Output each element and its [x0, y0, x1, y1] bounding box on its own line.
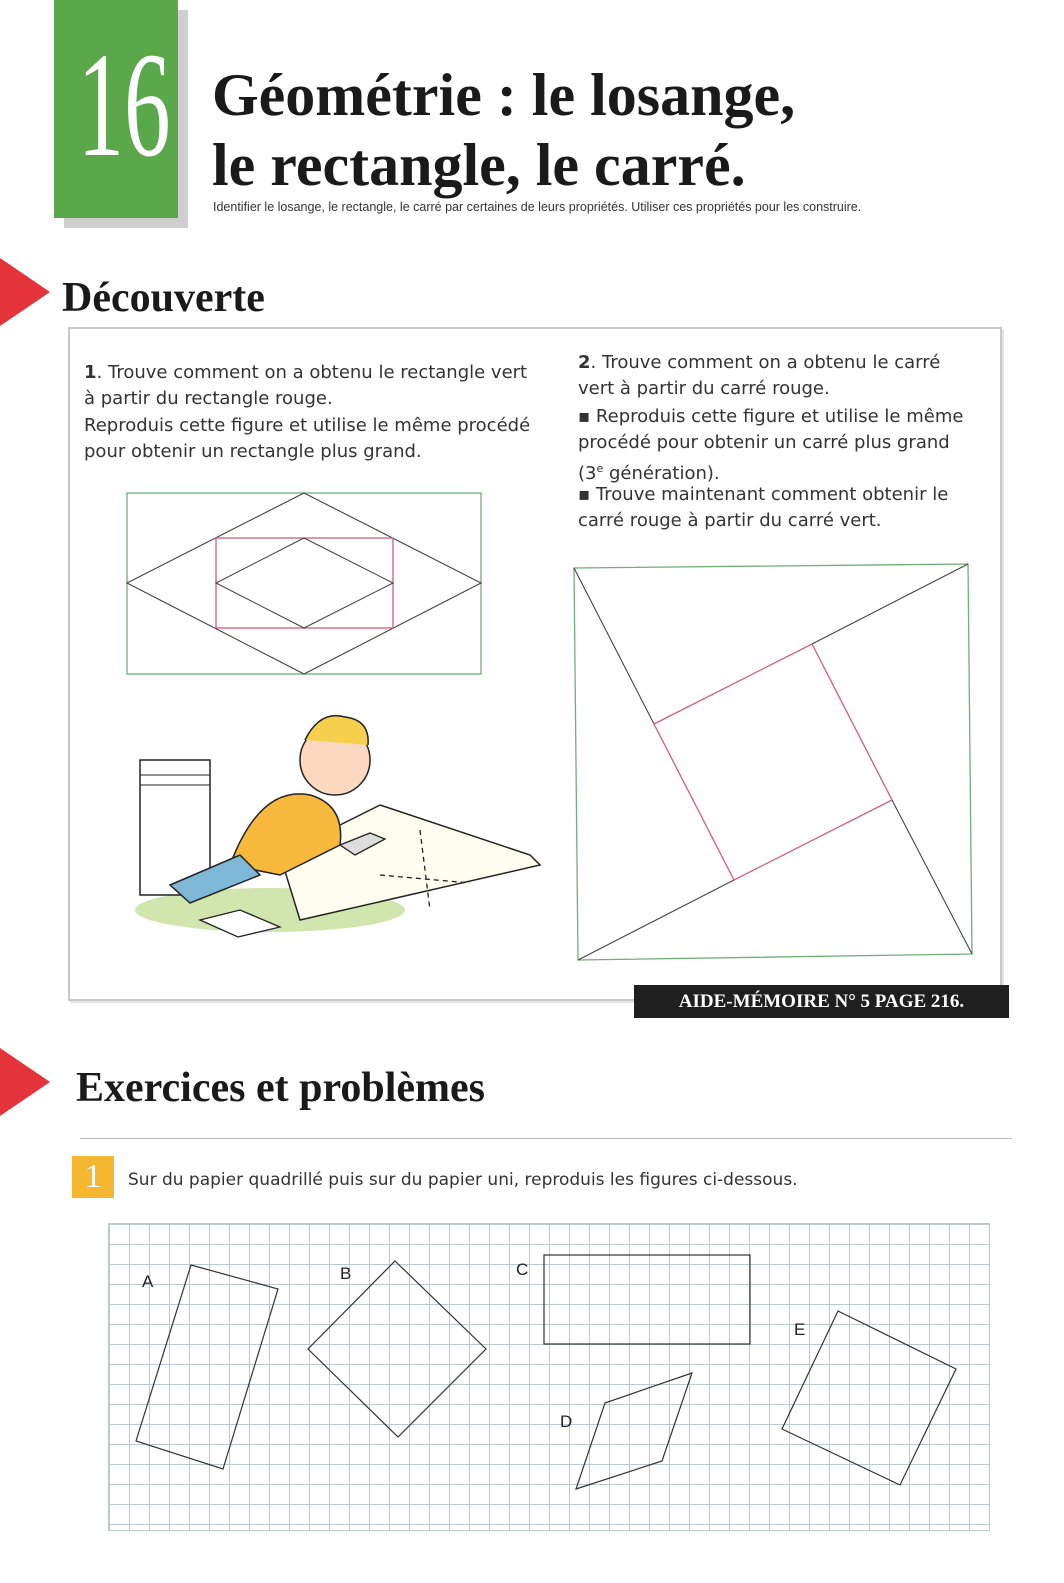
bullet-1-text: Reproduis cette figure et utilise le même procédé pour obtenir un carré plus grand (3 [578, 406, 964, 484]
figure-squares [572, 562, 974, 962]
diagonal-line-3 [892, 800, 972, 954]
green-square [574, 564, 972, 960]
bullet-icon: ▪ [578, 484, 596, 505]
green-rectangle [127, 493, 481, 674]
figure-label-e: E [794, 1320, 806, 1339]
question-1 [84, 360, 534, 412]
figure-label-b: B [340, 1264, 352, 1283]
exercise-1-number: 1 [72, 1156, 114, 1198]
diagonal-line-2 [812, 564, 968, 644]
red-rectangle [216, 538, 393, 628]
boy-hair [305, 716, 368, 745]
question-1-text: . Trouve comment on a obtenu le rectangle vert à partir du rectangle rouge. [84, 362, 528, 409]
section-heading-exercices: Exercices et problèmes [76, 1065, 485, 1111]
large-rhombus [127, 493, 481, 674]
figure-rectangles [126, 492, 482, 676]
figure-label-a: A [142, 1272, 154, 1291]
question-1-number: 1 [84, 362, 97, 383]
figure-a-rectangle [136, 1265, 278, 1469]
boy-cutting-paper-illustration [130, 705, 550, 955]
figure-c-rectangle [544, 1255, 750, 1344]
diagonal-line-4 [578, 880, 734, 960]
small-rhombus [216, 538, 393, 628]
figure-b-square [308, 1261, 486, 1437]
section-heading-decouverte: Découverte [62, 275, 265, 321]
figure-d-rhombus [576, 1373, 692, 1489]
section-divider [80, 1138, 1012, 1139]
figure-e-square [782, 1311, 956, 1485]
page-title-line1: Géométrie : le losange, [212, 62, 796, 128]
figure-label-d: D [560, 1412, 573, 1431]
red-square [654, 644, 892, 880]
figure-label-c: C [516, 1260, 529, 1279]
chapter-number: 16 [77, 22, 171, 188]
section-arrow-icon [0, 258, 50, 326]
section-arrow-icon-2 [0, 1048, 50, 1116]
exercise-figures [108, 1223, 988, 1529]
question-2-bullet-1 [578, 404, 978, 487]
exercise-1-instruction: Sur du papier quadrillé puis sur du papier uni, reproduis les figures ci-dessous. [128, 1170, 798, 1190]
bullet-icon: ▪ [578, 406, 596, 427]
question-2-bullet-2 [578, 482, 978, 534]
aide-memoire-banner: AIDE-MÉMOIRE N° 5 PAGE 216. [634, 985, 1009, 1018]
page-title-line2: le rectangle, le carré. [212, 132, 746, 198]
question-1-instruction: Reproduis cette figure et utilise le même procédé pour obtenir un rectangle plus grand. [84, 415, 531, 462]
question-2-number: 2 [578, 352, 591, 373]
bullet-2-text: Trouve maintenant comment obtenir le carré rouge à partir du carré vert. [578, 484, 949, 531]
bullet-1-sup: e [596, 462, 604, 475]
question-2 [578, 350, 978, 402]
page-subtitle: Identifier le losange, le rectangle, le carré par certaines de leurs propriétés. Utiliser ces propriétés pour les construire. [213, 200, 862, 214]
diagonal-line-1 [574, 568, 654, 724]
question-2-text: . Trouve comment on a obtenu le carré vert à partir du carré rouge. [578, 352, 941, 399]
bullet-1-end: génération). [603, 463, 720, 484]
